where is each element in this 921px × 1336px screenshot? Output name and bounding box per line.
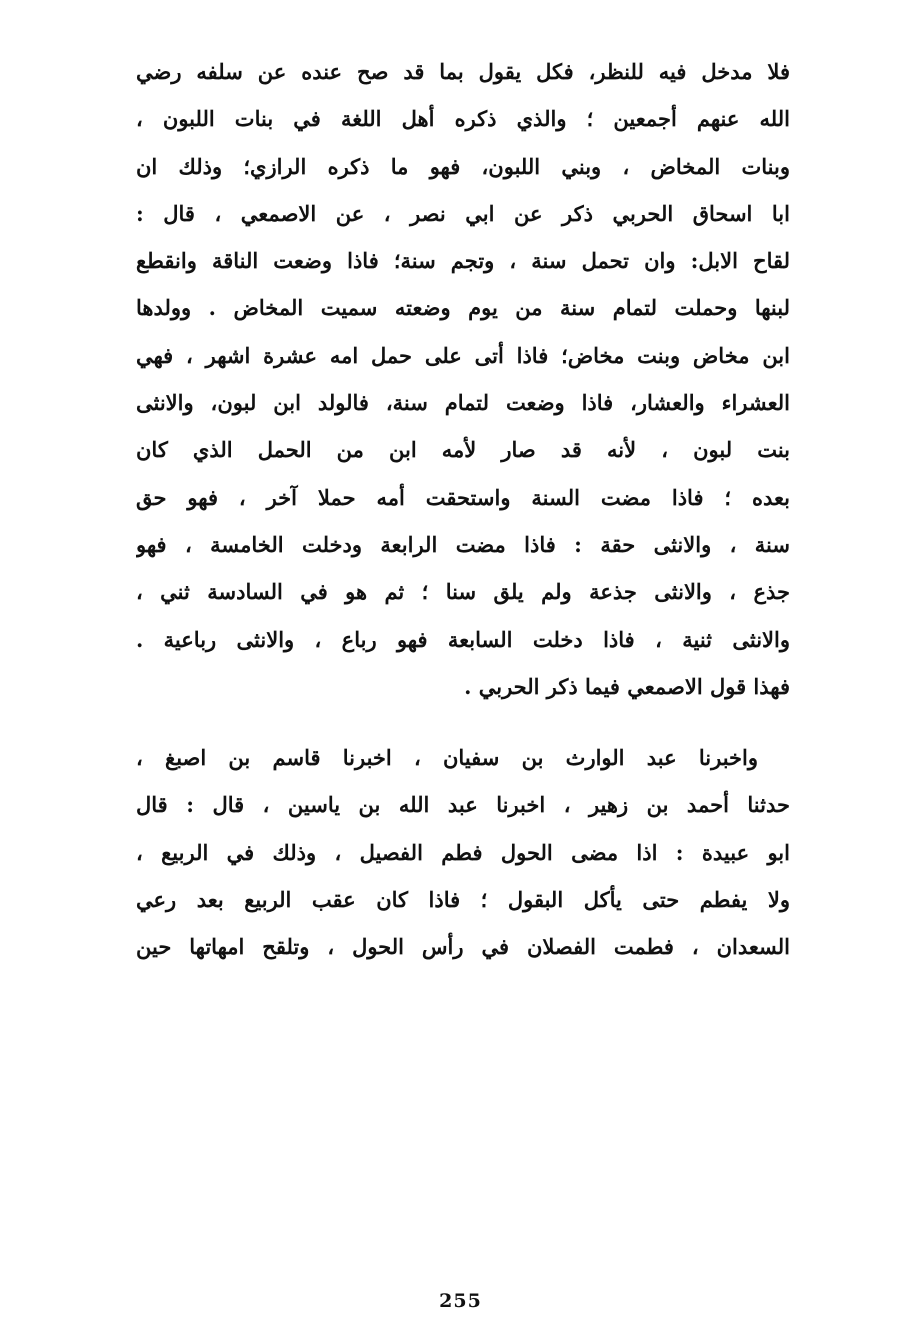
text-line: فهذا قول الاصمعي فيما ذكر الحربي . [464,673,790,699]
text-line: الله عنهم أجمعين ؛ والذي ذكره أهل اللغة في بنات اللبون ، [136,106,790,132]
text-line: وبنات المخاض ، وبني اللبون، فهو ما ذكره الرازي؛ وذلك ان [136,153,790,179]
page-number: 255 [439,1290,482,1312]
text-line: فلا مدخل فيه للنظر، فكل يقول بما قد صح عنده عن سلفه رضي [136,59,790,84]
text-line: والانثى ثنية ، فاذا دخلت السابعة فهو رباع ، والانثى رباعية . [136,626,790,652]
text-line: لبنها وحملت لتمام سنة من يوم وضعته سميت المخاض . وولدها [136,295,790,321]
text-line: واخبرنا عبد الوارث بن سفيان ، اخبرنا قاسم بن اصبغ ، [136,745,758,770]
text-line: ابا اسحاق الحربي ذكر عن ابي نصر ، عن الاصمعي ، قال : [136,200,790,226]
text-line: السعدان ، فطمت الفصلان في رأس الحول ، وتلقح امهاتها حين [136,934,790,960]
text-line: حدثنا أحمد بن زهير ، اخبرنا عبد الله بن ياسين ، قال : قال [136,792,790,818]
paragraph-1 [136,48,790,710]
text-line: لقاح الابل: وان تحمل سنة ، وتجم سنة؛ فاذا وضعت الناقة وانقطع [136,248,790,274]
paragraph-2 [136,734,790,970]
text-line: ابن مخاض وبنت مخاض؛ فاذا أتى على حمل امه عشرة اشهر ، فهي [136,342,790,368]
text-line: ولا يفطم حتى يأكل البقول ؛ فاذا كان عقب الربيع بعد رعي [136,886,790,912]
text-line: ابو عبيدة : اذا مضى الحول فطم الفصيل ، وذلك في الربيع ، [136,839,790,865]
text-line: سنة ، والانثى حقة : فاذا مضت الرابعة ودخلت الخامسة ، فهو [136,531,790,557]
text-line: جذع ، والانثى جذعة ولم يلق سنا ؛ ثم هو في السادسة ثني ، [136,579,790,605]
text-line: بنت لبون ، لأنه قد صار لأمه ابن من الحمل الذي كان [136,437,790,463]
text-line: بعده ؛ فاذا مضت السنة واستحقت أمه حملا آخر ، فهو حق [136,484,790,510]
text-line: العشراء والعشار، فاذا وضعت لتمام سنة، فالولد ابن لبون، والانثى [136,390,790,416]
